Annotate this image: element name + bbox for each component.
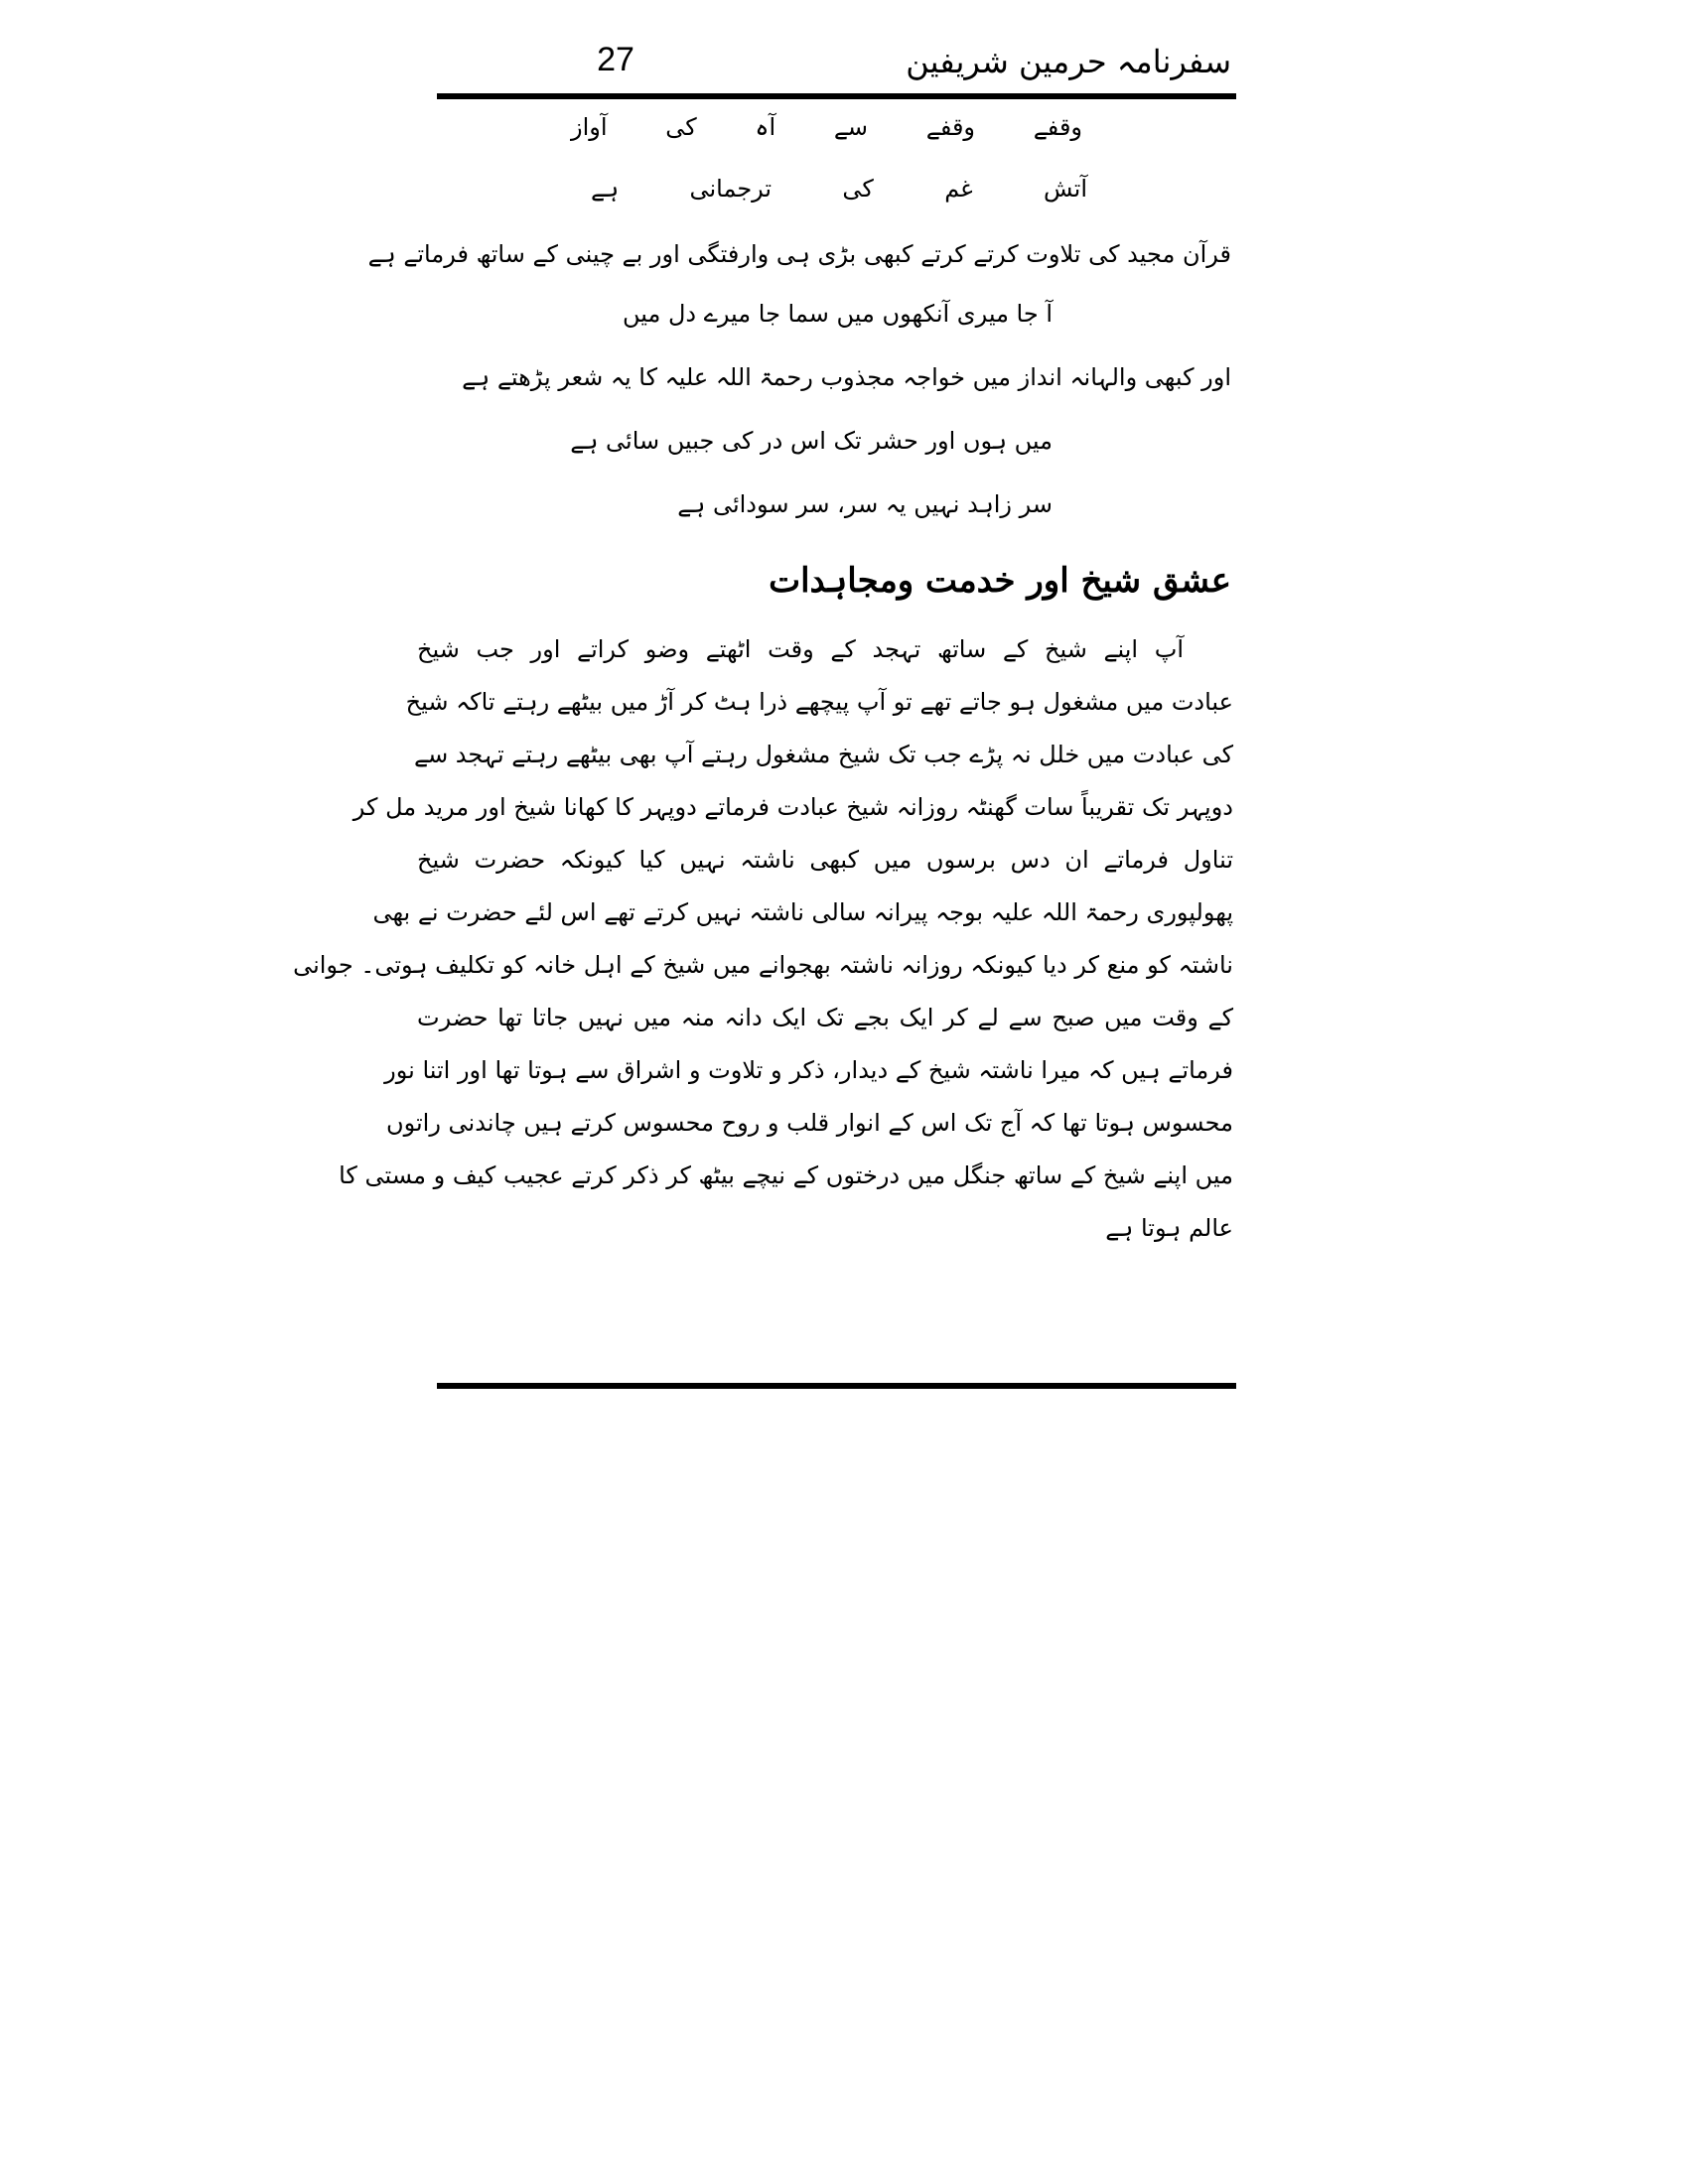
verse-line-2 [591,171,1087,206]
paragraph-line: عبادت میں مشغول ہو جاتے تھے تو آپ پیچھے ذرا ہٹ کر آڑ میں بیٹھے رہتے تاکہ شیخ [405,688,1233,716]
paragraph-line: آپ اپنے شیخ کے ساتھ تہجد کے وقت اٹھتے وضو کراتے اور جب شیخ [417,635,1185,663]
paragraph-line: عالم ہوتا ہے [1105,1214,1233,1242]
verse-word: ترجمانی [689,175,773,203]
verse-word: آتش [1044,175,1087,203]
paragraph-line: فرماتے ہیں کہ میرا ناشتہ شیخ کے دیدار، ذکر و تلاوت و اشراق سے ہوتا تھا اور اتنا نور [384,1056,1233,1084]
verse-word: آہ [755,113,776,141]
paragraph-line: دوپہر تک تقریباً سات گھنٹہ روزانہ شیخ عبادت فرماتے دوپہر کا کھانا شیخ اور مرید مل کر [352,793,1233,821]
section-heading: عشق شیخ اور خدمت ومجاہدات [769,561,1231,601]
verse-word: آواز [571,113,608,141]
verse-word: کی [665,113,697,141]
verse-word: ہے [591,175,620,203]
verse-line-4: میں ہوں اور حشر تک اس در کی جبیں سائی ہے [570,427,1053,455]
running-title: سفرنامہ حرمین شریفین [906,43,1231,80]
paragraph-line: پھولپوری رحمۃ اللہ علیہ بوجہ پیرانہ سالی ناشتہ نہیں کرتے تھے اس لئے حضرت نے بھی [372,898,1233,926]
paragraph-line: کی عبادت میں خلل نہ پڑے جب تک شیخ مشغول رہتے آپ بھی بیٹھے رہتے تہجد سے [414,741,1233,768]
verse-word: وقفے [1033,113,1082,141]
verse-word: غم [944,175,973,203]
page-number: 27 [597,41,634,78]
paragraph-line: تناول فرماتے ان دس برسوں میں کبھی ناشتہ نہیں کیا کیونکہ حضرت شیخ [417,846,1233,874]
body-paragraph [293,623,1233,1255]
verse-line-5: سر زاہد نہیں یہ سر، سر سودائی ہے [677,490,1053,518]
verse-line-1 [571,109,1082,145]
bottom-rule [437,1383,1236,1389]
prose-line-recitation: قرآن مجید کی تلاوت کرتے کرتے کبھی بڑی ہی وارفتگی اور بے چینی کے ساتھ فرماتے ہے [367,240,1231,268]
paragraph-line: میں اپنے شیخ کے ساتھ جنگل میں درختوں کے نیچے بیٹھ کر ذکر کرتے عجیب کیف و مستی کا [339,1161,1233,1189]
paragraph-line: محسوس ہوتا تھا کہ آج تک اس کے انوار قلب و روح محسوس کرتے ہیں چاندنی راتوں [385,1109,1233,1137]
verse-line-3: آ جا میری آنکھوں میں سما جا میرے دل میں [623,300,1053,328]
top-rule [437,93,1236,99]
verse-word: سے [833,113,869,141]
paragraph-line: کے وقت میں صبح سے لے کر ایک بجے تک ایک دانہ منہ میں نہیں جاتا تھا حضرت [417,1004,1233,1031]
verse-word: کی [842,175,874,203]
paragraph-line: ناشتہ کو منع کر دیا کیونکہ روزانہ ناشتہ بھجوانے میں شیخ کے اہل خانہ کو تکلیف ہوتی۔ جوانی [293,951,1233,979]
prose-line-recital: اور کبھی والہانہ انداز میں خواجہ مجذوب رحمۃ اللہ علیہ کا یہ شعر پڑھتے ہے [462,363,1231,391]
verse-word: وقفے [925,113,976,141]
